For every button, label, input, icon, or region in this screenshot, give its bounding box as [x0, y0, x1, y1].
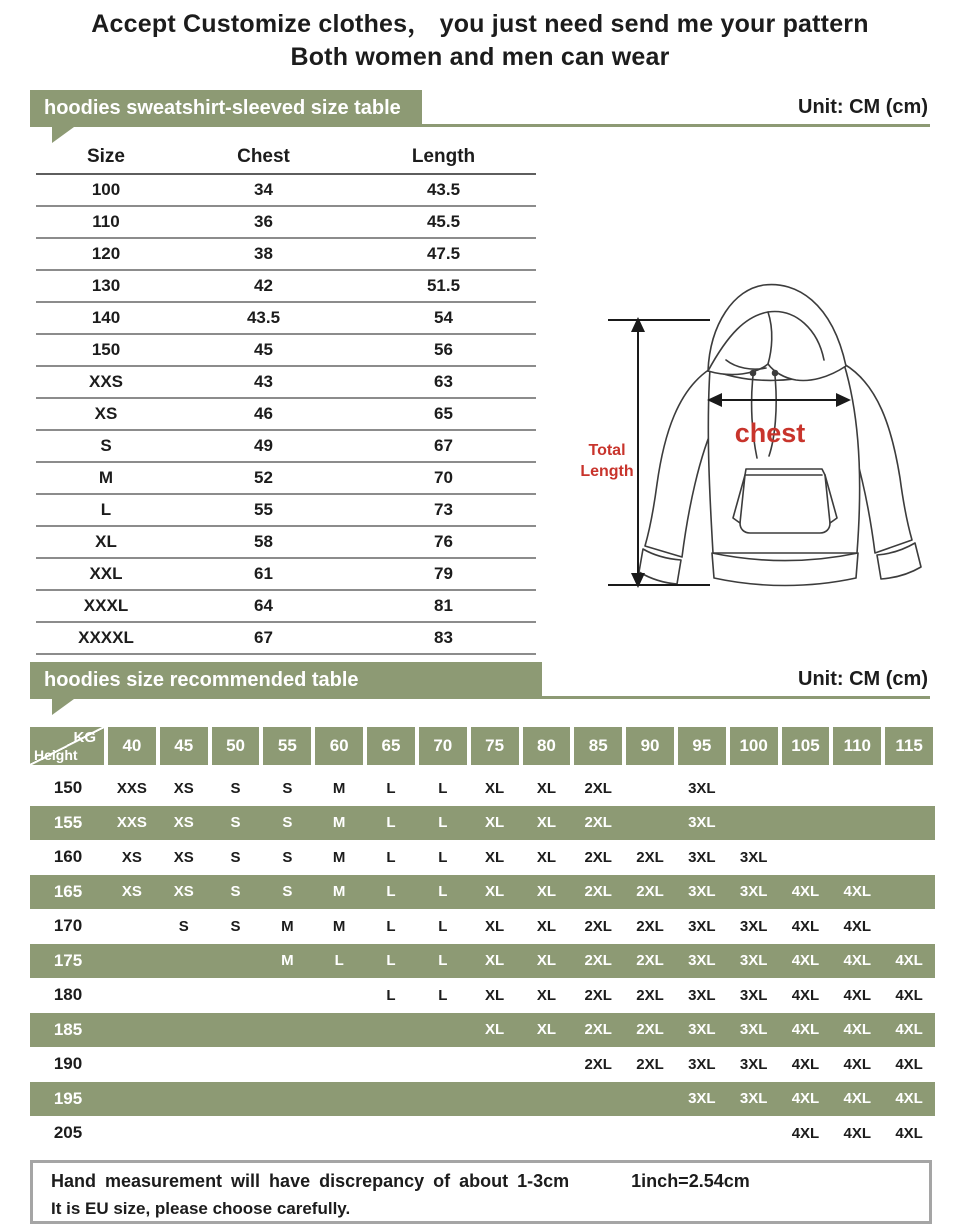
- matrix-size-cell: XL: [536, 779, 556, 797]
- footnote-line-1: [51, 1171, 911, 1192]
- matrix-size-cell: L: [438, 986, 448, 1004]
- size-table-cell: 63: [351, 366, 536, 398]
- matrix-size-cell: 2XL: [584, 917, 612, 935]
- size-table-cell: 42: [176, 270, 351, 302]
- matrix-size-cell: 4XL: [895, 1124, 923, 1142]
- matrix-size-cell: 2XL: [584, 848, 612, 866]
- matrix-row: [30, 1116, 935, 1151]
- matrix-size-cell: M: [332, 883, 346, 901]
- matrix-weight-header: 110: [833, 727, 881, 765]
- matrix-size-cell: L: [386, 848, 396, 866]
- matrix-weight-header: 50: [212, 727, 260, 765]
- size-table-cell: 140: [36, 302, 176, 334]
- matrix-size-cell: M: [332, 848, 346, 866]
- matrix-size-cell: S: [282, 848, 293, 866]
- matrix-size-cell: XL: [485, 848, 505, 866]
- size-table-row: [36, 430, 536, 462]
- matrix-size-cell: 3XL: [739, 952, 768, 970]
- matrix-size-cell: L: [386, 986, 396, 1004]
- size-table-cell: 36: [176, 206, 351, 238]
- matrix-size-cell: 3XL: [739, 883, 768, 901]
- matrix-size-cell: L: [438, 848, 448, 866]
- matrix-size-cell: L: [386, 917, 396, 935]
- matrix-size-cell: M: [281, 952, 294, 970]
- matrix-size-cell: 4XL: [843, 1021, 872, 1039]
- matrix-weight-header: 80: [523, 727, 571, 765]
- matrix-row: [30, 1082, 935, 1117]
- section2-banner: [30, 662, 542, 699]
- matrix-size-cell: S: [282, 779, 293, 797]
- matrix-weight-header: 45: [160, 727, 208, 765]
- matrix-size-cell: 4XL: [895, 986, 923, 1004]
- size-table-cell: S: [36, 430, 176, 462]
- matrix-weight-header: 60: [315, 727, 363, 765]
- matrix-size-cell: 2XL: [584, 883, 612, 901]
- matrix-size-cell: 2XL: [636, 848, 664, 866]
- matrix-size-cell: S: [230, 917, 241, 935]
- matrix-size-cell: XL: [485, 986, 505, 1004]
- matrix-size-cell: XL: [536, 986, 556, 1004]
- matrix-row: [30, 771, 935, 806]
- section2-unit-label: Unit: CM (cm): [798, 668, 928, 690]
- size-table-row: [36, 302, 536, 334]
- matrix-size-cell: 4XL: [895, 952, 923, 970]
- matrix-size-cell: 3XL: [688, 779, 716, 797]
- matrix-size-cell: XL: [485, 814, 505, 832]
- matrix-size-cell: 4XL: [791, 1021, 820, 1039]
- matrix-size-cell: 2XL: [636, 1055, 664, 1073]
- section1-unit-label: Unit: CM (cm): [798, 96, 928, 118]
- matrix-size-cell: S: [230, 779, 241, 797]
- size-table-row: [36, 270, 536, 302]
- size-table-row: [36, 334, 536, 366]
- matrix-size-cell: S: [230, 883, 241, 901]
- size-table-cell: 79: [351, 558, 536, 590]
- corner-height-label: Height: [34, 747, 78, 763]
- matrix-height-label: 195: [53, 1088, 83, 1108]
- matrix-size-cell: 4XL: [895, 1090, 923, 1108]
- matrix-size-cell: S: [230, 814, 241, 832]
- matrix-size-cell: L: [386, 779, 396, 797]
- matrix-size-cell: 3XL: [739, 917, 768, 935]
- total-length-label: Total Length: [580, 442, 634, 480]
- size-table-cell: 43.5: [176, 302, 351, 334]
- matrix-size-cell: M: [281, 917, 294, 935]
- matrix-size-cell: 2XL: [584, 1021, 612, 1039]
- size-table-row: [36, 238, 536, 270]
- size-table-cell: 67: [176, 622, 351, 654]
- matrix-size-cell: XL: [536, 952, 556, 970]
- matrix-weight-header: 90: [626, 727, 674, 765]
- matrix-weight-header: 70: [419, 727, 467, 765]
- matrix-size-cell: L: [438, 917, 448, 935]
- footnote-measurement-text: Hand measurement will have discrepancy of about 1-3cm: [51, 1171, 570, 1191]
- size-table-cell: XXXXL: [36, 622, 176, 654]
- size-table-row: [36, 622, 536, 654]
- matrix-size-cell: 2XL: [636, 952, 664, 970]
- size-table-cell: 45: [176, 334, 351, 366]
- matrix-size-cell: L: [438, 883, 448, 901]
- size-table-cell: 38: [176, 238, 351, 270]
- matrix-height-label: 155: [53, 812, 83, 832]
- matrix-size-cell: 4XL: [843, 986, 872, 1004]
- size-table-cell: XXS: [36, 366, 176, 398]
- size-table-cell: 47.5: [351, 238, 536, 270]
- matrix-height-label: 150: [53, 778, 83, 798]
- size-table-row: [36, 174, 536, 206]
- section1-banner-label: hoodies sweatshirt-sleeved size table: [44, 97, 401, 119]
- matrix-size-cell: L: [386, 883, 396, 901]
- matrix-size-cell: XS: [173, 848, 194, 866]
- size-table-cell: 110: [36, 206, 176, 238]
- footnote-inch-text: 1inch=2.54cm: [631, 1171, 750, 1191]
- matrix-size-cell: 4XL: [895, 1021, 923, 1039]
- page-title: [0, 8, 960, 74]
- corner-kg-label: KG: [73, 729, 96, 746]
- matrix-size-cell: M: [332, 779, 346, 797]
- matrix-size-cell: XL: [485, 883, 505, 901]
- matrix-height-label: 160: [53, 847, 83, 867]
- size-table-cell: 43: [176, 366, 351, 398]
- size-table-cell: 120: [36, 238, 176, 270]
- size-table-row: [36, 398, 536, 430]
- matrix-height-label: 170: [53, 916, 83, 936]
- matrix-size-cell: 3XL: [688, 986, 716, 1004]
- matrix-size-cell: XXS: [116, 814, 147, 832]
- matrix-size-cell: XS: [121, 848, 142, 866]
- matrix-size-cell: 3XL: [739, 1090, 768, 1108]
- matrix-size-cell: XL: [485, 952, 505, 970]
- matrix-size-cell: 4XL: [843, 952, 872, 970]
- matrix-size-cell: XL: [485, 1021, 505, 1039]
- section1-banner: [30, 90, 422, 127]
- size-table-cell: 46: [176, 398, 351, 430]
- matrix-size-cell: 4XL: [843, 1090, 872, 1108]
- matrix-size-cell: S: [230, 848, 241, 866]
- size-table-row: [36, 462, 536, 494]
- matrix-size-cell: M: [332, 917, 346, 935]
- matrix-header-row: [30, 727, 935, 765]
- matrix-size-cell: 3XL: [688, 1021, 716, 1039]
- matrix-weight-header: 65: [367, 727, 415, 765]
- size-table-cell: L: [36, 494, 176, 526]
- matrix-size-cell: XL: [485, 779, 505, 797]
- matrix-row: [30, 1047, 935, 1082]
- size-table-cell: XXXL: [36, 590, 176, 622]
- matrix-row: [30, 1013, 935, 1048]
- size-table-cell: 45.5: [351, 206, 536, 238]
- matrix-size-cell: L: [438, 814, 448, 832]
- matrix-size-cell: 3XL: [688, 1090, 716, 1108]
- matrix-weight-header: 75: [471, 727, 519, 765]
- matrix-size-cell: 4XL: [791, 1090, 820, 1108]
- matrix-size-cell: 4XL: [791, 986, 820, 1004]
- matrix-size-cell: 2XL: [584, 952, 612, 970]
- size-table-cell: 52: [176, 462, 351, 494]
- matrix-weight-header: 85: [574, 727, 622, 765]
- matrix-size-cell: 2XL: [636, 917, 664, 935]
- matrix-size-cell: 2XL: [584, 814, 612, 832]
- size-table-cell: 49: [176, 430, 351, 462]
- size-table-cell: 55: [176, 494, 351, 526]
- matrix-size-cell: 4XL: [843, 883, 872, 901]
- matrix-row: [30, 978, 935, 1013]
- chest-label: chest: [734, 418, 806, 448]
- matrix-weight-header: 115: [885, 727, 933, 765]
- matrix-size-cell: 2XL: [584, 986, 612, 1004]
- matrix-size-cell: 4XL: [895, 1055, 923, 1073]
- footnote-line-2: It is EU size, please choose carefully.: [51, 1199, 351, 1218]
- matrix-row: [30, 909, 935, 944]
- size-table-cell: 67: [351, 430, 536, 462]
- matrix-size-cell: XL: [536, 917, 556, 935]
- size-table-cell: 76: [351, 526, 536, 558]
- matrix-size-cell: XL: [536, 1021, 556, 1039]
- matrix-row: [30, 944, 935, 979]
- size-table-cell: XXL: [36, 558, 176, 590]
- matrix-size-cell: 4XL: [843, 1055, 872, 1073]
- size-table-cell: 81: [351, 590, 536, 622]
- section2-banner-label: hoodies size recommended table: [44, 669, 359, 691]
- matrix-size-cell: 4XL: [843, 917, 872, 935]
- matrix-size-cell: 4XL: [791, 952, 820, 970]
- matrix-height-label: 190: [53, 1054, 83, 1074]
- size-table-cell: 51.5: [351, 270, 536, 302]
- size-table-column-header: Chest: [176, 140, 351, 174]
- hoodie-measurement-figure: [560, 272, 960, 617]
- matrix-size-cell: XS: [173, 883, 194, 901]
- size-table-row: [36, 558, 536, 590]
- title-line-1: Accept Customize clothes， you just need send me your pattern: [91, 10, 869, 38]
- matrix-size-cell: 3XL: [739, 1021, 768, 1039]
- size-table-row: [36, 206, 536, 238]
- matrix-row: [30, 875, 935, 910]
- size-table-cell: 65: [351, 398, 536, 430]
- size-table: [36, 140, 536, 655]
- matrix-size-cell: 2XL: [584, 1055, 612, 1073]
- matrix-size-cell: XL: [536, 814, 556, 832]
- matrix-size-cell: 3XL: [688, 883, 716, 901]
- matrix-size-cell: XL: [536, 848, 556, 866]
- size-table-cell: 73: [351, 494, 536, 526]
- matrix-weight-header: 95: [678, 727, 726, 765]
- matrix-size-cell: XXS: [116, 779, 147, 797]
- matrix-size-cell: L: [334, 952, 344, 970]
- matrix-size-cell: 2XL: [584, 779, 612, 797]
- size-table-header-row: [36, 140, 536, 174]
- matrix-row: [30, 806, 935, 841]
- matrix-size-cell: XS: [173, 814, 194, 832]
- matrix-size-cell: 3XL: [739, 1055, 768, 1073]
- matrix-size-cell: S: [282, 883, 293, 901]
- matrix-height-label: 185: [53, 1019, 83, 1039]
- matrix-height-label: 180: [53, 985, 83, 1005]
- matrix-height-label: 205: [53, 1123, 83, 1143]
- size-table-row: [36, 494, 536, 526]
- matrix-size-cell: 3XL: [739, 848, 768, 866]
- size-table-row: [36, 526, 536, 558]
- matrix-body: [30, 771, 935, 1151]
- size-table-cell: XL: [36, 526, 176, 558]
- matrix-size-cell: 3XL: [688, 952, 716, 970]
- matrix-size-cell: 2XL: [636, 986, 664, 1004]
- matrix-size-cell: 3XL: [688, 848, 716, 866]
- matrix-corner-cell: [30, 727, 104, 765]
- matrix-size-cell: 4XL: [791, 883, 820, 901]
- matrix-size-cell: L: [438, 779, 448, 797]
- size-table-cell: 34: [176, 174, 351, 206]
- title-line-2: Both women and men can wear: [290, 43, 670, 71]
- matrix-size-cell: 3XL: [739, 986, 768, 1004]
- size-table-cell: 100: [36, 174, 176, 206]
- matrix-size-cell: 4XL: [843, 1124, 872, 1142]
- footnote-box: [30, 1160, 932, 1224]
- banner-tail: [52, 699, 74, 715]
- size-table-column-header: Length: [351, 140, 536, 174]
- matrix-size-cell: XS: [173, 779, 194, 797]
- size-table-body: [36, 174, 536, 654]
- size-table-cell: 56: [351, 334, 536, 366]
- matrix-size-cell: 3XL: [688, 814, 716, 832]
- size-table-cell: 61: [176, 558, 351, 590]
- matrix-weight-header: 40: [108, 727, 156, 765]
- matrix-weight-header: 55: [263, 727, 311, 765]
- matrix-size-cell: 4XL: [791, 1124, 820, 1142]
- size-recommend-matrix: [30, 727, 935, 1151]
- matrix-size-cell: 2XL: [636, 1021, 664, 1039]
- matrix-height-label: 175: [53, 950, 83, 970]
- matrix-row: [30, 840, 935, 875]
- size-table-cell: 54: [351, 302, 536, 334]
- matrix-size-cell: L: [386, 952, 396, 970]
- matrix-size-cell: XL: [536, 883, 556, 901]
- matrix-height-label: 165: [53, 881, 83, 901]
- size-table-cell: 83: [351, 622, 536, 654]
- size-table-cell: 70: [351, 462, 536, 494]
- matrix-size-cell: 2XL: [636, 883, 664, 901]
- matrix-size-cell: 3XL: [688, 1055, 716, 1073]
- matrix-size-cell: S: [282, 814, 293, 832]
- matrix-size-cell: L: [386, 814, 396, 832]
- matrix-size-cell: M: [332, 814, 346, 832]
- size-table-column-header: Size: [36, 140, 176, 174]
- matrix-weight-header: 100: [730, 727, 778, 765]
- matrix-size-cell: S: [178, 917, 189, 935]
- matrix-weight-header: 105: [782, 727, 830, 765]
- size-table-cell: XS: [36, 398, 176, 430]
- matrix-size-cell: XS: [121, 883, 142, 901]
- size-table-cell: M: [36, 462, 176, 494]
- matrix-size-cell: 4XL: [791, 917, 820, 935]
- size-table-row: [36, 366, 536, 398]
- matrix-size-cell: 3XL: [688, 917, 716, 935]
- size-table-cell: 130: [36, 270, 176, 302]
- matrix-size-cell: 4XL: [791, 1055, 820, 1073]
- matrix-size-cell: L: [438, 952, 448, 970]
- size-table-cell: 43.5: [351, 174, 536, 206]
- size-table-row: [36, 590, 536, 622]
- matrix-size-cell: XL: [485, 917, 505, 935]
- size-table-cell: 58: [176, 526, 351, 558]
- size-table-cell: 64: [176, 590, 351, 622]
- size-table-cell: 150: [36, 334, 176, 366]
